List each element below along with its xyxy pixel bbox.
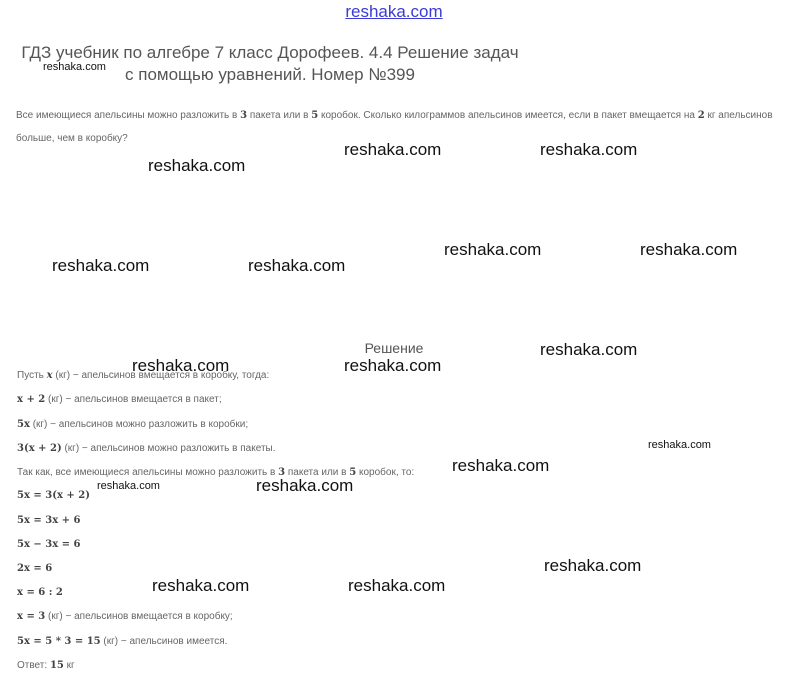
watermark: reshaka.com: [540, 140, 638, 159]
site-link[interactable]: reshaka.com: [345, 2, 443, 21]
solution-line: x + 2 (кг) − апельсинов вмещается в пакет;: [17, 394, 222, 405]
watermark: reshaka.com: [132, 356, 230, 375]
solution-line: x = 3 (кг) − апельсинов вмещается в коробку;: [17, 611, 233, 622]
watermark: reshaka.com: [148, 156, 246, 175]
watermark: reshaka.com: [43, 61, 106, 73]
problem-text: Все имеющиеся апельсины можно разложить в 3 пакета или в 5 коробок. Сколько килограммов апельсинов имеется, если в пакет вмещается на 2 кг апельсинов больше, чем в коробку?: [16, 110, 773, 144]
watermark: reshaka.com: [544, 556, 642, 575]
solution-line: Так как, все имеющиеся апельсины можно разложить в 3 пакета или в 5 коробок, то:: [17, 467, 415, 478]
solution-line: Пусть x (кг) − апельсинов вмещается в коробку, тогда:: [17, 370, 270, 381]
solution-line: 5x = 5 * 3 = 15 (кг) − апельсинов имеется.: [17, 636, 228, 647]
equation-line: 2x = 6: [17, 563, 53, 574]
watermark: reshaka.com: [648, 439, 711, 451]
equation-line: 5x = 3(x + 2): [17, 490, 90, 501]
watermark: reshaka.com: [52, 256, 150, 275]
answer-line: Ответ: 15 кг: [17, 660, 75, 671]
equation-line: x = 6 : 2: [17, 587, 63, 598]
solution-line: 5x (кг) − апельсинов можно разложить в коробки;: [17, 419, 249, 430]
watermark: reshaka.com: [344, 356, 442, 375]
page-title: ГДЗ учебник по алгебре 7 класс Дорофеев. 4.4 Решение задач с помощью уравнений. Номер №399: [21, 43, 519, 84]
solution-heading: Решение: [364, 340, 424, 356]
watermark: reshaka.com: [256, 476, 354, 495]
equation-line: 5x = 3x + 6: [17, 515, 81, 526]
watermark: reshaka.com: [344, 140, 442, 159]
watermark: reshaka.com: [444, 240, 542, 259]
watermark: reshaka.com: [348, 576, 446, 595]
watermark: reshaka.com: [248, 256, 346, 275]
watermark: reshaka.com: [97, 480, 160, 492]
watermark: reshaka.com: [640, 240, 738, 259]
watermark: reshaka.com: [452, 456, 550, 475]
watermark: reshaka.com: [540, 340, 638, 359]
solution-line: 3(x + 2) (кг) − апельсинов можно разложить в пакеты.: [17, 443, 276, 454]
equation-line: 5x − 3x = 6: [17, 539, 81, 550]
watermark: reshaka.com: [152, 576, 250, 595]
